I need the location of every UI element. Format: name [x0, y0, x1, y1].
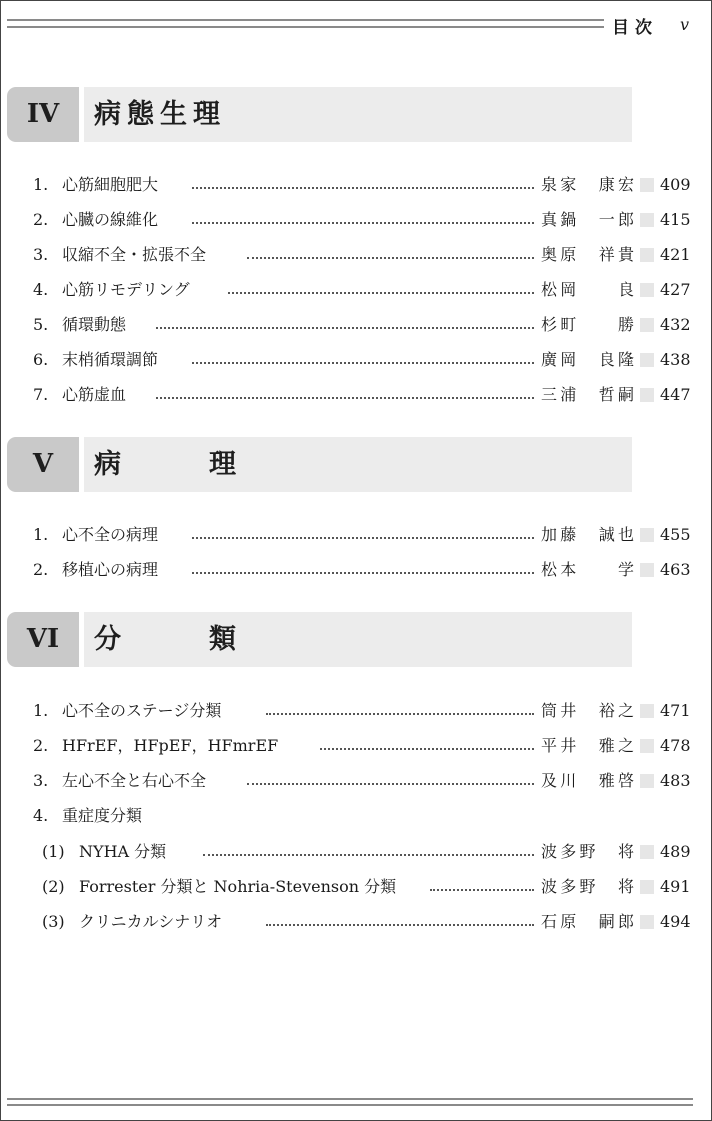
- section-title: 病態生理: [94, 99, 226, 130]
- page-marker: [640, 845, 654, 859]
- entry-title: 循環動態: [62, 315, 127, 334]
- entry-number: 7.: [33, 385, 49, 404]
- toc-entry[interactable]: [0, 733, 712, 759]
- leader-dots: [192, 522, 534, 548]
- toc-entry[interactable]: [0, 839, 712, 865]
- entry-title: NYHA 分類: [79, 842, 167, 861]
- entry-author: 杉町 勝: [541, 315, 634, 334]
- entry-number: 2.: [33, 210, 49, 229]
- section-numeral: VI: [7, 612, 79, 667]
- toc-entry[interactable]: [0, 698, 712, 724]
- toc-entry[interactable]: [0, 803, 712, 829]
- entry-number: 3.: [33, 771, 49, 790]
- entry-title: 収縮不全・拡張不全: [62, 245, 207, 264]
- page-marker: [640, 318, 654, 332]
- toc-entry[interactable]: [0, 347, 712, 373]
- toc-entry[interactable]: [0, 909, 712, 935]
- entry-page: 447: [660, 385, 691, 404]
- entry-number: (2): [42, 877, 65, 896]
- entry-number: 4.: [33, 280, 49, 299]
- page-marker: [640, 353, 654, 367]
- entry-page: 415: [660, 210, 691, 229]
- entry-page: 483: [660, 771, 691, 790]
- page-marker: [640, 739, 654, 753]
- page-marker: [640, 915, 654, 929]
- entry-page: 438: [660, 350, 691, 369]
- leader-dots: [228, 277, 534, 303]
- entry-page: 463: [660, 560, 691, 579]
- entry-author: 三浦 哲嗣: [541, 385, 634, 404]
- entry-author: 松岡 良: [541, 280, 634, 299]
- leader-dots: [266, 909, 534, 935]
- entry-page: 489: [660, 842, 691, 861]
- entry-author: 真鍋 一郎: [541, 210, 634, 229]
- entry-number: 1.: [33, 701, 49, 720]
- entry-title: 心不全のステージ分類: [62, 701, 222, 720]
- page-marker: [640, 388, 654, 402]
- section-heading-vi: [7, 612, 632, 667]
- entry-number: 2.: [33, 560, 49, 579]
- entry-title: 移植心の病理: [62, 560, 159, 579]
- entry-title: HFrEF，HFpEF，HFmrEF: [62, 736, 279, 755]
- leader-dots: [156, 382, 534, 408]
- page-marker: [640, 563, 654, 577]
- entry-number: 2.: [33, 736, 49, 755]
- entry-page: 409: [660, 175, 691, 194]
- leader-dots: [247, 768, 534, 794]
- leader-dots: [203, 839, 534, 865]
- entry-page: 491: [660, 877, 691, 896]
- page-marker: [640, 880, 654, 894]
- entry-author: 加藤 誠也: [541, 525, 634, 544]
- entry-title: 左心不全と右心不全: [62, 771, 207, 790]
- header-rule: [7, 19, 604, 31]
- running-title: 目次: [612, 18, 658, 38]
- page-marker: [640, 704, 654, 718]
- entry-number: 4.: [33, 806, 49, 825]
- toc-entry[interactable]: [0, 382, 712, 408]
- section-heading-iv: [7, 87, 632, 142]
- toc-entry[interactable]: [0, 242, 712, 268]
- section-title: 病理: [94, 449, 324, 480]
- toc-entry[interactable]: [0, 768, 712, 794]
- entry-title: 心筋リモデリング: [62, 280, 190, 299]
- entry-page: 455: [660, 525, 691, 544]
- entry-title: クリニカルシナリオ: [79, 912, 223, 931]
- page-marker: [640, 213, 654, 227]
- entry-page: 421: [660, 245, 691, 264]
- section-numeral: V: [7, 437, 79, 492]
- entry-title: 心臓の線維化: [62, 210, 159, 229]
- leader-dots: [266, 698, 534, 724]
- leader-dots: [430, 874, 534, 900]
- toc-entry[interactable]: [0, 172, 712, 198]
- entry-page: 478: [660, 736, 691, 755]
- page-number: v: [680, 15, 690, 34]
- entry-title: Forrester 分類と Nohria-Stevenson 分類: [79, 877, 397, 896]
- entry-page: 427: [660, 280, 691, 299]
- leader-dots: [156, 312, 534, 338]
- entry-number: (3): [42, 912, 65, 931]
- entry-author: 石原 嗣郎: [541, 912, 634, 931]
- entry-author: 泉家 康宏: [541, 175, 634, 194]
- leader-dots: [192, 172, 534, 198]
- entry-page: 432: [660, 315, 691, 334]
- toc-entry[interactable]: [0, 207, 712, 233]
- leader-dots: [192, 557, 534, 583]
- toc-entry[interactable]: [0, 522, 712, 548]
- leader-dots: [192, 207, 534, 233]
- entry-number: 1.: [33, 525, 49, 544]
- entry-author: 奥原 祥貴: [541, 245, 634, 264]
- entry-author: 平井 雅之: [541, 736, 634, 755]
- entry-author: 波多野 将: [541, 877, 634, 896]
- footer-rule: [7, 1098, 693, 1110]
- entry-author: 松本 学: [541, 560, 634, 579]
- toc-entry[interactable]: [0, 874, 712, 900]
- page-marker: [640, 178, 654, 192]
- toc-entry[interactable]: [0, 312, 712, 338]
- entry-author: 及川 雅啓: [541, 771, 634, 790]
- entry-title: 重症度分類: [62, 806, 143, 825]
- entry-number: 3.: [33, 245, 49, 264]
- entry-title: 末梢循環調節: [62, 350, 159, 369]
- entry-number: 1.: [33, 175, 49, 194]
- section-title: 分類: [94, 624, 324, 655]
- section-numeral: IV: [7, 87, 79, 142]
- entry-author: 波多野 将: [541, 842, 634, 861]
- page-marker: [640, 528, 654, 542]
- leader-dots: [247, 242, 534, 268]
- entry-page: 494: [660, 912, 691, 931]
- section-heading-v: [7, 437, 632, 492]
- entry-number: (1): [42, 842, 65, 861]
- toc-entry[interactable]: [0, 277, 712, 303]
- entry-title: 心筋細胞肥大: [62, 175, 159, 194]
- entry-title: 心筋虚血: [62, 385, 127, 404]
- leader-dots: [320, 733, 534, 759]
- entry-title: 心不全の病理: [62, 525, 159, 544]
- page-marker: [640, 283, 654, 297]
- entry-author: 筒井 裕之: [541, 701, 634, 720]
- entry-number: 5.: [33, 315, 49, 334]
- entry-page: 471: [660, 701, 691, 720]
- page-marker: [640, 774, 654, 788]
- entry-author: 廣岡 良隆: [541, 350, 634, 369]
- page-marker: [640, 248, 654, 262]
- toc-entry[interactable]: [0, 557, 712, 583]
- entry-number: 6.: [33, 350, 49, 369]
- leader-dots: [192, 347, 534, 373]
